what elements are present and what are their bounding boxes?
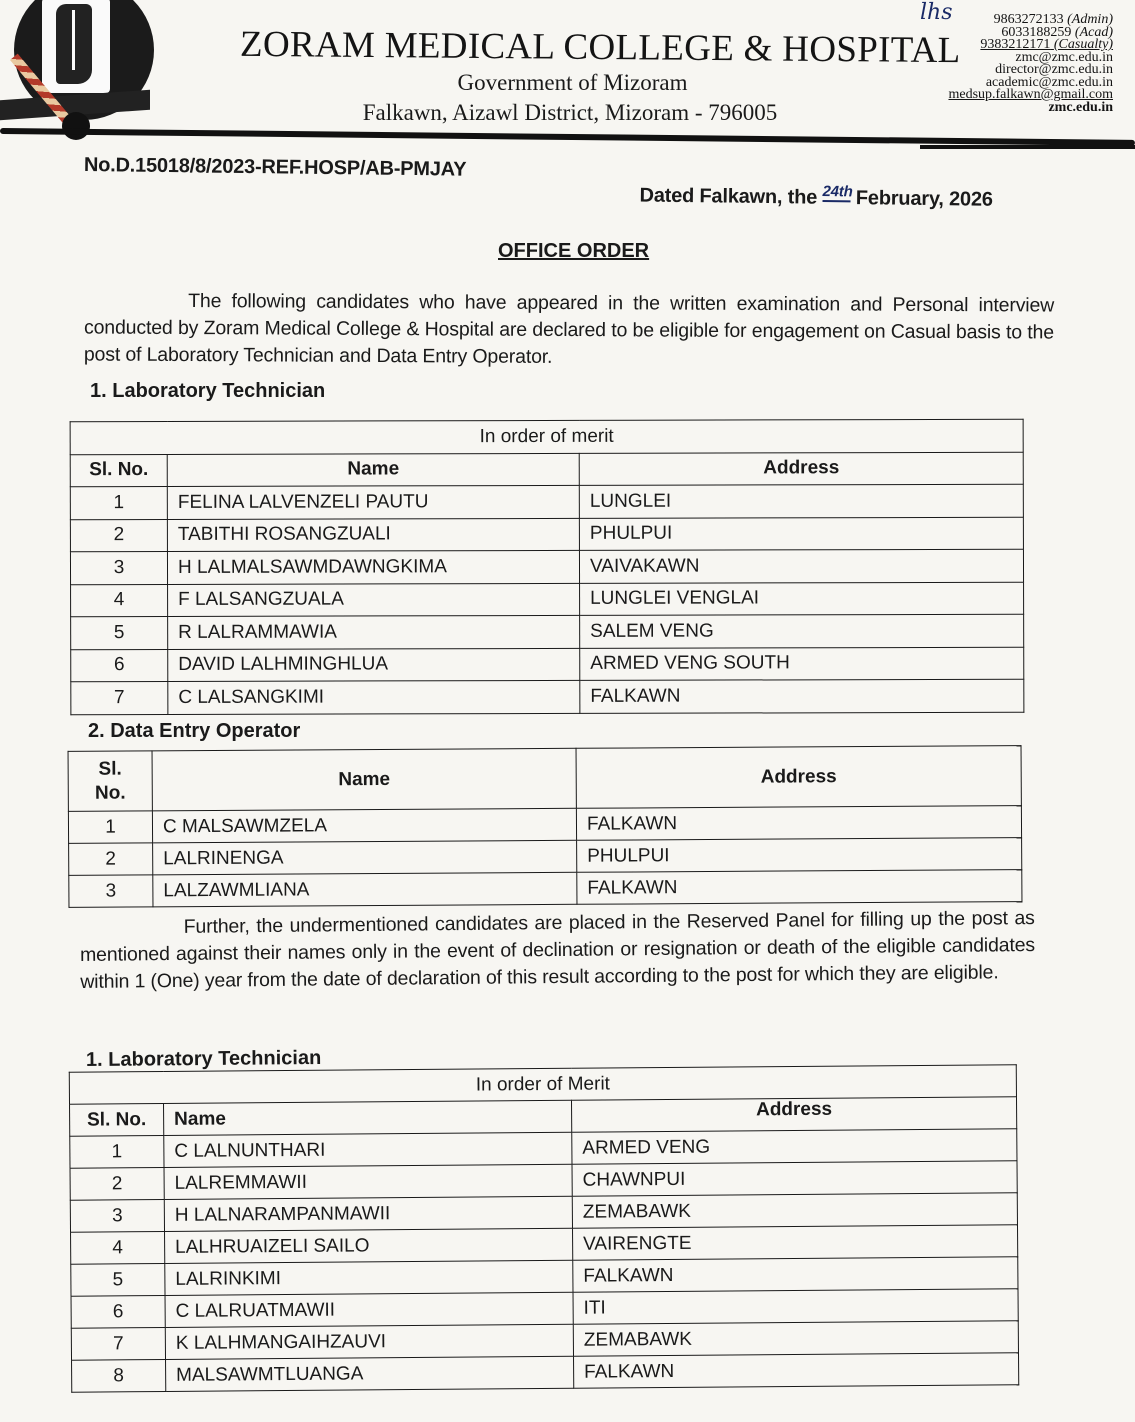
cell-name: R LALRAMMAWIA bbox=[168, 615, 580, 649]
cell-sl: 6 bbox=[71, 1295, 165, 1328]
header-address: Address bbox=[576, 746, 1021, 809]
table-row bbox=[72, 1353, 1019, 1392]
header-address: Address bbox=[579, 452, 1023, 486]
handwritten-day: 24th bbox=[822, 183, 853, 201]
section-title-reserved-lab-technician: 1. Laboratory Technician bbox=[85, 1046, 322, 1072]
cell-address: ARMED VENG SOUTH bbox=[580, 647, 1024, 681]
table-row bbox=[70, 549, 1023, 584]
reserved-lab-technician-table bbox=[69, 1064, 1019, 1392]
table-caption: In order of Merit bbox=[69, 1065, 1016, 1104]
cell-sl: 7 bbox=[71, 681, 168, 714]
table-row bbox=[70, 517, 1023, 552]
cell-address: PHULPUI bbox=[579, 517, 1023, 551]
cell-address: VAIVAKAWN bbox=[579, 549, 1023, 583]
reserved-panel-paragraph bbox=[80, 905, 1036, 996]
cell-address: FALKAWN bbox=[574, 1353, 1019, 1388]
cell-sl: 1 bbox=[68, 811, 152, 844]
cell-sl: 1 bbox=[70, 1135, 164, 1168]
data-entry-operator-table bbox=[68, 745, 1023, 908]
header-name: Name bbox=[152, 748, 576, 811]
cell-sl: 8 bbox=[72, 1359, 166, 1392]
rod-of-asclepius-icon bbox=[72, 10, 75, 70]
table-row bbox=[71, 582, 1024, 617]
header-name: Name bbox=[167, 453, 579, 487]
phone-acad: 6033188259 (Acad) bbox=[1001, 24, 1113, 40]
cell-name: C MALSAWMZELA bbox=[152, 808, 576, 843]
office-order-title: OFFICE ORDER bbox=[498, 240, 650, 262]
table-row bbox=[70, 484, 1023, 519]
phone-admin: 9863272133 (Admin) bbox=[993, 12, 1113, 27]
cell-name: LALRINENGA bbox=[153, 840, 577, 875]
header-address: Address bbox=[571, 1097, 1016, 1132]
email-academic[interactable]: academic@zmc.edu.in bbox=[985, 74, 1113, 90]
email-medsup[interactable]: medsup.falkawn@gmail.com bbox=[948, 87, 1113, 102]
month-year: February, 2026 bbox=[855, 187, 993, 211]
intro-paragraph-text: The following candidates who have appeared in the written examination and Personal interview conducted by Zoram Medical College & Hospital are declared to be eligible for engagement on Casual basis to the post of Laboratory Technician and Data Entry Operator. bbox=[83, 290, 1055, 368]
cell-sl: 1 bbox=[70, 486, 167, 519]
table-header-row bbox=[68, 746, 1021, 812]
header-sl-no: Sl. No. bbox=[68, 751, 152, 812]
cell-sl: 2 bbox=[69, 843, 153, 876]
table-row bbox=[69, 870, 1022, 908]
cell-name: H LALNARAMPANMAWII bbox=[164, 1196, 572, 1231]
header-name: Name bbox=[164, 1100, 572, 1135]
section-title-lab-technician: 1. Laboratory Technician bbox=[90, 380, 326, 402]
table-row bbox=[71, 647, 1024, 682]
cell-name: C LALNUNTHARI bbox=[164, 1132, 572, 1167]
contact-block bbox=[948, 14, 1113, 114]
section-title-data-entry-operator: 2. Data Entry Operator bbox=[88, 720, 301, 742]
cell-sl: 4 bbox=[71, 584, 168, 617]
cell-name: MALSAWMTLUANGA bbox=[166, 1356, 574, 1391]
header-sl-no: Sl. No. bbox=[70, 1103, 164, 1136]
table-caption-row bbox=[70, 419, 1023, 454]
cell-sl: 5 bbox=[71, 616, 168, 649]
paragraph-indent bbox=[84, 306, 188, 307]
cell-sl: 7 bbox=[71, 1327, 165, 1360]
cell-address: ZEMABAWK bbox=[573, 1321, 1018, 1356]
cell-sl: 2 bbox=[70, 1167, 164, 1200]
cell-name: TABITHI ROSANGZUALI bbox=[167, 518, 579, 552]
cell-address: LUNGLEI bbox=[579, 484, 1023, 518]
email-general[interactable]: zmc@zmc.edu.in bbox=[1015, 49, 1113, 65]
cell-address: ARMED VENG bbox=[572, 1129, 1017, 1164]
paragraph-indent bbox=[80, 933, 184, 934]
cell-address: FALKAWN bbox=[580, 679, 1024, 713]
cell-name: LALZAWMLIANA bbox=[153, 872, 577, 907]
cell-address: VAIRENGTE bbox=[572, 1225, 1017, 1260]
cell-name: K LALHMANGAIHZAUVI bbox=[165, 1324, 573, 1359]
website-link[interactable]: zmc.edu.in bbox=[1048, 99, 1113, 115]
cell-sl: 2 bbox=[70, 519, 167, 552]
cell-address: FALKAWN bbox=[577, 870, 1022, 905]
letterhead-divider-right bbox=[920, 145, 1135, 149]
cell-name: FELINA LALVENZELI PAUTU bbox=[167, 485, 579, 519]
cell-name: LALHRUAIZELI SAILO bbox=[165, 1228, 573, 1263]
table-caption: In order of merit bbox=[70, 419, 1023, 454]
letterhead-divider bbox=[0, 128, 1135, 146]
lab-technician-table bbox=[70, 419, 1025, 715]
table-row bbox=[71, 614, 1024, 649]
cell-sl: 4 bbox=[71, 1231, 165, 1264]
dated-prefix: Dated Falkawn, the bbox=[639, 184, 818, 209]
cell-name: LALRINKIMI bbox=[165, 1260, 573, 1295]
phone-casualty: 9383212171 (Casualty) bbox=[980, 37, 1113, 52]
cell-name: C LALRUATMAWII bbox=[165, 1292, 573, 1327]
cell-sl: 3 bbox=[70, 1199, 164, 1232]
cell-sl: 5 bbox=[71, 1263, 165, 1296]
intro-paragraph bbox=[84, 287, 1054, 373]
table-row bbox=[71, 679, 1024, 714]
cell-name: H LALMALSAWMDAWNGKIMA bbox=[167, 550, 579, 584]
organization-name: ZORAM MEDICAL COLLEGE & HOSPITAL bbox=[239, 23, 961, 72]
cell-name: C LALSANGKIMI bbox=[168, 680, 580, 714]
letterhead bbox=[0, 0, 1135, 160]
cell-sl: 3 bbox=[69, 875, 153, 908]
government-line: Government of Mizoram bbox=[457, 70, 688, 95]
table-header-row bbox=[70, 452, 1023, 487]
cell-address: SALEM VENG bbox=[580, 614, 1024, 648]
cell-address: FALKAWN bbox=[573, 1257, 1018, 1292]
cell-address: FALKAWN bbox=[576, 806, 1021, 841]
cell-address: CHAWNPUI bbox=[572, 1161, 1017, 1196]
cell-address: PHULPUI bbox=[577, 838, 1022, 873]
reference-number: No.D.15018/8/2023-REF.HOSP/AB-PMJAY bbox=[83, 154, 467, 181]
cell-address: LUNGLEI VENGLAI bbox=[580, 582, 1024, 616]
header-sl-no: Sl. No. bbox=[70, 454, 167, 487]
cell-name: LALREMMAWII bbox=[164, 1164, 572, 1199]
cell-address: ITI bbox=[573, 1289, 1018, 1324]
handwritten-initials: lhs bbox=[920, 0, 953, 25]
cell-address: ZEMABAWK bbox=[572, 1193, 1017, 1228]
date-line bbox=[639, 181, 993, 212]
cell-sl: 6 bbox=[71, 649, 168, 682]
organization-address: Falkawn, Aizawl District, Mizoram - 796005 bbox=[362, 100, 778, 125]
reserved-panel-paragraph-text: Further, the undermentioned candidates are placed in the Reserved Panel for filling up the post as mentioned against their names only in the event of declination or resignation or death of the eligible candidates within 1 (One) year from the date of declaration of this result according to the post for which they are eligible. bbox=[79, 907, 1036, 993]
cell-name: DAVID LALHMINGHLUA bbox=[168, 648, 580, 682]
cell-sl: 3 bbox=[70, 551, 167, 584]
cell-name: F LALSANGZUALA bbox=[168, 583, 580, 617]
email-director[interactable]: director@zmc.edu.in bbox=[995, 62, 1113, 77]
